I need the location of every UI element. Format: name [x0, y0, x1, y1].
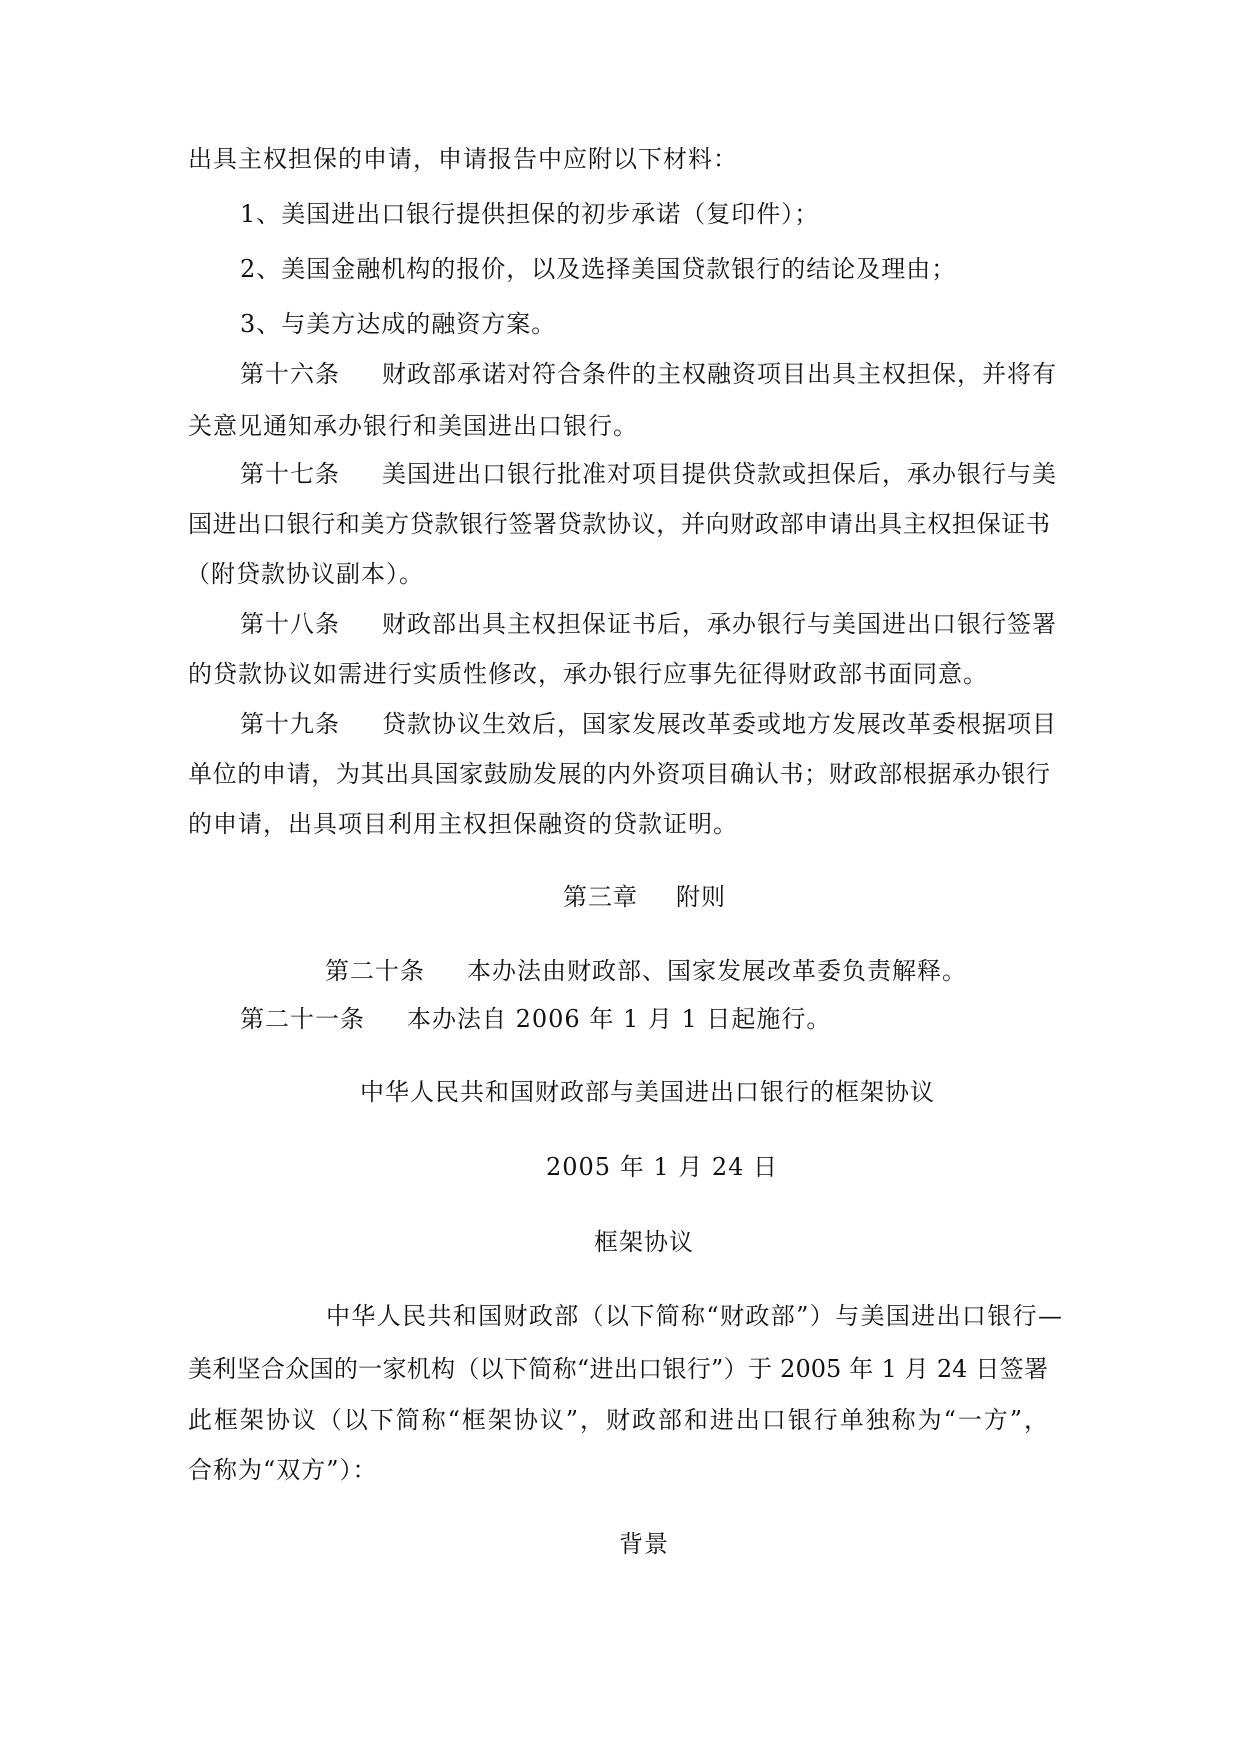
agreement-title: 中华人民共和国财政部与美国进出口银行的框架协议	[360, 1078, 935, 1106]
chapter-label: 第三章	[563, 883, 638, 911]
article-20-line	[325, 955, 967, 987]
chapter-heading	[563, 881, 726, 913]
article-text: 财政部承诺对符合条件的主权融资项目出具主权担保，并将有	[382, 360, 1057, 388]
article-text: 本办法自 2006 年 1 月 1 日起施行。	[407, 1005, 832, 1033]
list-item: 2、美国金融机构的报价，以及选择美国贷款银行的结论及理由；	[240, 255, 957, 283]
background-heading: 背景	[619, 1530, 669, 1558]
text-line: 美利坚合众国的一家机构（以下简称“进出口银行”）于 2005 年 1 月 24 日签署	[188, 1355, 1048, 1383]
text-line: 单位的申请，为其出具国家鼓励发展的内外资项目确认书；财政部根据承办银行	[188, 760, 1050, 788]
article-16-line	[240, 358, 1057, 390]
text-line: 关意见通知承办银行和美国进出口银行。	[188, 412, 638, 440]
article-18-line	[240, 608, 1057, 640]
framework-heading: 框架协议	[594, 1228, 694, 1256]
article-19-line	[240, 708, 1057, 740]
text-line: 中华人民共和国财政部（以下简称“财政部”）与美国进出口银行—	[326, 1302, 1062, 1330]
article-text: 美国进出口银行批准对项目提供贷款或担保后，承办银行与美	[382, 460, 1057, 488]
article-label: 第十九条	[240, 710, 340, 738]
article-label: 第十六条	[240, 360, 340, 388]
article-text: 本办法由财政部、国家发展改革委负责解释。	[467, 957, 967, 985]
text-line: 出具主权担保的申请，申请报告中应附以下材料：	[188, 145, 738, 173]
article-label: 第二十一条	[240, 1005, 365, 1033]
article-label: 第二十条	[325, 957, 425, 985]
text-line: 的申请，出具项目利用主权担保融资的贷款证明。	[188, 810, 738, 838]
article-text: 财政部出具主权担保证书后，承办银行与美国进出口银行签署	[382, 610, 1057, 638]
text-line: 合称为“双方”）：	[188, 1456, 378, 1484]
text-line: 此框架协议（以下简称“框架协议”，财政部和进出口银行单独称为“一方”，	[188, 1406, 1048, 1434]
text-line: 的贷款协议如需进行实质性修改，承办银行应事先征得财政部书面同意。	[188, 660, 988, 688]
chapter-title: 附则	[676, 883, 726, 911]
article-17-line	[240, 458, 1057, 490]
article-label: 第十七条	[240, 460, 340, 488]
list-item: 3、与美方达成的融资方案。	[240, 310, 557, 338]
text-line: （附贷款协议副本）。	[186, 560, 424, 588]
list-item: 1、美国进出口银行提供担保的初步承诺（复印件）；	[240, 200, 820, 228]
article-label: 第十八条	[240, 610, 340, 638]
text-line: 国进出口银行和美方贷款银行签署贷款协议，并向财政部申请出具主权担保证书	[188, 510, 1050, 538]
agreement-date: 2005 年 1 月 24 日	[546, 1153, 779, 1181]
article-text: 贷款协议生效后，国家发展改革委或地方发展改革委根据项目	[382, 710, 1057, 738]
article-21-line	[240, 1003, 831, 1035]
